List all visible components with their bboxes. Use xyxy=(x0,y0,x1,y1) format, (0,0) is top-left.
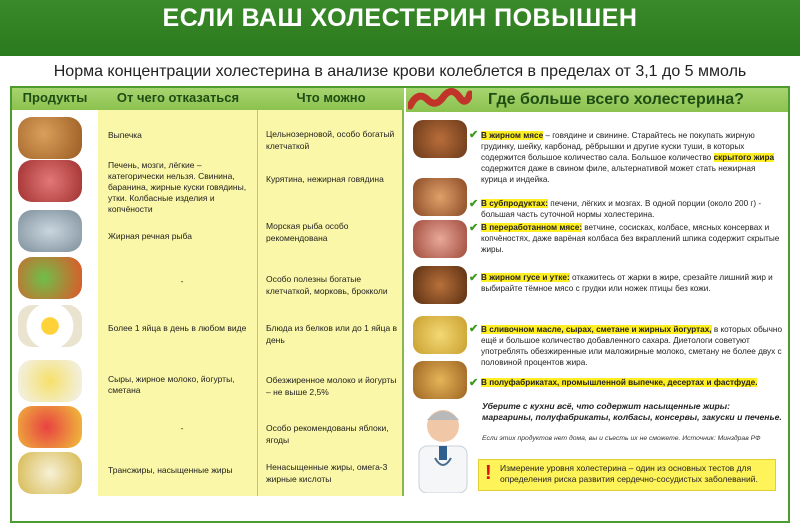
allowed-text: Особо рекомендованы яблоки, ягоды xyxy=(266,423,389,445)
doctor-icon xyxy=(411,398,475,493)
info-offal: В субпродуктах: печени, лёгких и мозгах. В одной порции (около 200 г) - большая часть суточной нормы холестерина. xyxy=(481,199,762,219)
allowed-text: Блюда из белков или до 1 яйца в день xyxy=(266,323,398,345)
grilled-meat-icon xyxy=(413,120,467,158)
warning-text: Измерение уровня холестерина – один из основных тестов для определения риска развития сердечно-сосудистых заболеваний. xyxy=(500,463,758,484)
fruit-icon xyxy=(18,406,82,448)
roast-goose-icon xyxy=(413,266,467,304)
warning-icon: ! xyxy=(485,462,492,484)
fish-icon xyxy=(18,210,82,252)
avoid-text: - xyxy=(180,276,184,286)
info-dairy: В сливочном масле, сырах, сметане и жирных йогуртах, в которых обычно ещё и большое количество добавленного сахара. Диетологи советуют употреблять обезжиренные или маложирные молоко, сметану не более двух с половиной процентов жира. xyxy=(481,325,782,367)
column-avoid: От чего отказаться xyxy=(116,90,240,105)
avoid-text: Более 1 яйца в день в любом виде xyxy=(108,323,247,333)
check-icon: ✔ xyxy=(469,272,479,284)
info-fastfood: В полуфабрикатах, промышленной выпечке, десертах и фастфуде. xyxy=(481,378,758,387)
column-allowed: Что можно xyxy=(296,90,366,105)
check-icon: ✔ xyxy=(469,323,479,335)
check-icon: ✔ xyxy=(469,222,479,234)
avoid-text: - xyxy=(180,423,184,433)
check-icon: ✔ xyxy=(469,198,479,210)
column-products: Продукты xyxy=(22,90,88,105)
allowed-text: Ненасыщенные жиры, омега-3 жирные кислоты xyxy=(266,462,388,484)
page-subtitle: Норма концентрации холестерина в анализе крови колеблется в пределах от 3,1 до 5 ммоль xyxy=(18,58,782,86)
offal-icon xyxy=(413,178,467,216)
vegetables-icon xyxy=(18,257,82,299)
allowed-text: Морская рыба особо рекомендована xyxy=(266,221,349,243)
oil-icon xyxy=(18,452,82,494)
check-icon: ✔ xyxy=(469,377,479,389)
avoid-text: Выпечка xyxy=(108,130,142,140)
sausage-decoration-icon xyxy=(408,86,472,112)
dairy-icon xyxy=(18,360,82,402)
allowed-text: Особо полезны богатые клетчаткой, морковь, брокколи xyxy=(266,274,388,296)
meat-icon xyxy=(18,160,82,202)
info-processed-meat: В переработанном мясе: ветчине, сосисках, колбасе, мясных консервах и копчёностях, даже варёная колбаса без вкраплений шпика содержит скрытые жиры. xyxy=(481,223,780,254)
avoid-text: Печень, мозги, лёгкие – категорически нельзя. Свинина, баранина, жирные куски говядины, утки. Колбасные изделия и копчёности xyxy=(108,160,247,214)
allowed-text: Обезжиренное молоко и йогурты – не выше 2,5% xyxy=(266,375,397,397)
bread-icon xyxy=(18,117,82,159)
page-title: ЕСЛИ ВАШ ХОЛЕСТЕРИН ПОВЫШЕН xyxy=(162,4,638,32)
source-note: Если этих продуктов нет дома, вы и съесть их не сможете. Источник: Минздрав РФ xyxy=(482,435,761,442)
allowed-text: Цельнозерновой, особо богатый клетчаткой xyxy=(266,129,395,151)
avoid-text: Трансжиры, насыщенные жиры xyxy=(108,465,233,475)
cheese-icon xyxy=(413,316,467,354)
sausage-icon xyxy=(413,220,467,258)
title-banner xyxy=(0,0,800,56)
fastfood-icon xyxy=(413,361,467,399)
advice-text: Уберите с кухни всё, что содержит насыщенные жиры: маргарины, полуфабрикаты, колбасы, консервы, закуски и печенье. xyxy=(482,401,782,422)
info-goose-duck: В жирном гусе и утке: откажитесь от жарки в жире, срезайте лишний жир и выбирайте тёмное мясо с грудки или ножек птицы без кожи. xyxy=(481,273,773,293)
info-fatty-meat: В жирном мясе – говядине и свинине. Старайтесь не покупать жирную грудинку, шейку, карбонад, рёбрышки и другие куски туши, в которых содержится большое количество сала. Большое количество скрытого жира содержится даже в свином филе, альтернативой может стать нежирная курица и индейка. xyxy=(481,131,775,184)
right-title: Где больше всего холестерина? xyxy=(488,91,744,108)
allowed-text: Курятина, нежирная говядина xyxy=(266,174,384,184)
check-icon: ✔ xyxy=(469,129,479,141)
avoid-text: Жирная речная рыба xyxy=(108,231,192,241)
egg-icon xyxy=(18,305,82,347)
avoid-text: Сыры, жирное молоко, йогурты, сметана xyxy=(108,374,235,395)
